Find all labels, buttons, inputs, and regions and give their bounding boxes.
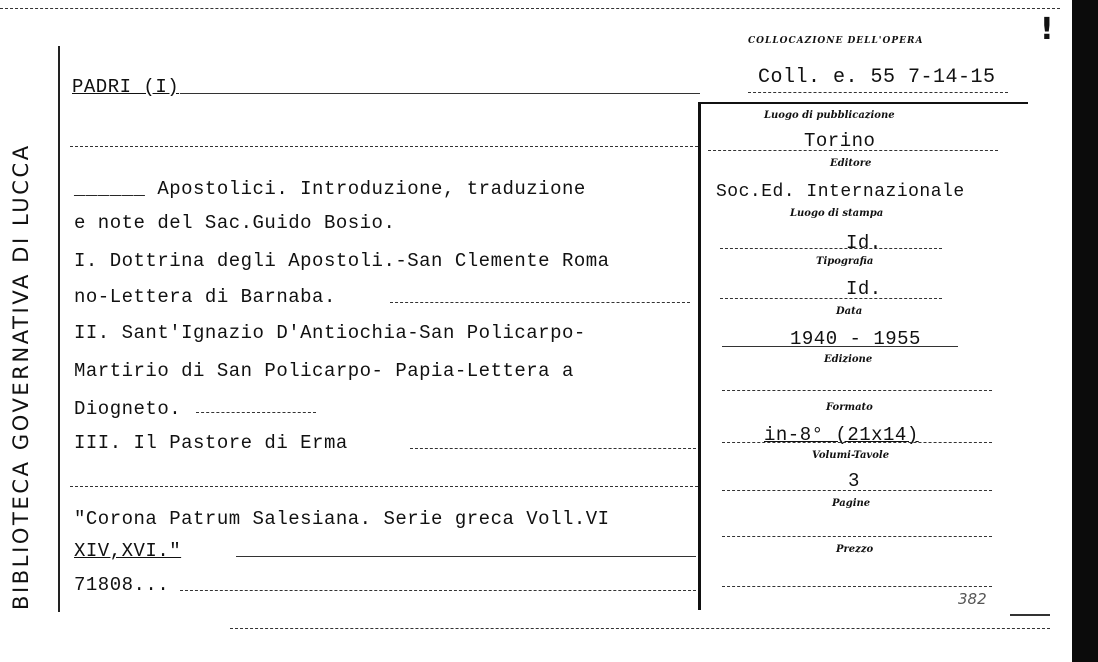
title-line-6: Martirio di San Policarpo- Papia-Lettera a (74, 360, 574, 382)
title-line-5: II. Sant'Ignazio D'Antiochia-San Policarpo- (74, 322, 586, 344)
title-line-4: no-Lettera di Barnaba. (74, 286, 336, 308)
collocation-label: COLLOCAZIONE DELL'OPERA (748, 36, 924, 46)
field-label-place: Luogo di pubblicazione (764, 110, 895, 121)
field-value-publisher: Soc.Ed. Internazionale (716, 182, 965, 202)
rule-price (722, 586, 992, 587)
field-value-place: Torino (804, 130, 876, 152)
library-stamp: BIBLIOTECA GOVERNATIVA DI LUCCA (9, 143, 33, 610)
rule-place (708, 150, 998, 151)
collocation-value: Coll. e. 55 7-14-15 (758, 66, 996, 89)
left-margin-line (58, 46, 60, 612)
collocation-rule (748, 92, 1008, 93)
field-value-volumes: 3 (848, 470, 860, 492)
rule-pages (722, 536, 992, 537)
bottom-mark: 382 (958, 590, 987, 608)
right-box-border-top (698, 102, 1028, 104)
field-value-date: 1940 - 1955 (790, 328, 921, 350)
author-heading: PADRI (I) (72, 76, 180, 98)
top-border (0, 8, 1060, 9)
rule-printer (720, 298, 942, 299)
field-value-print-place: Id. (846, 232, 882, 254)
inventory-number: 71808... (74, 574, 170, 596)
rule-print-place (720, 248, 942, 249)
title-line-1: ______ Apostolici. Introduzione, traduzione (74, 178, 586, 200)
rule-inventory (180, 590, 696, 591)
field-label-print-place: Luogo di stampa (790, 208, 884, 219)
title-line-7: Diogneto. (74, 398, 182, 420)
title-line-8: III. Il Pastore di Erma (74, 432, 348, 454)
field-label-volumes: Volumi-Tavole (812, 450, 890, 461)
bottom-rule (230, 628, 1050, 629)
rule-edition (722, 390, 992, 391)
field-label-price: Prezzo (836, 544, 874, 555)
rule-before-series (70, 486, 698, 487)
rule-date (722, 346, 958, 347)
title-line-3: I. Dottrina degli Apostoli.-San Clemente Roma (74, 250, 610, 272)
field-label-format: Formato (826, 402, 873, 413)
rule-series-2 (236, 556, 696, 557)
bottom-stroke (1010, 614, 1050, 616)
rule-volumes (722, 490, 992, 491)
field-label-date: Data (836, 306, 863, 317)
card-edge-shadow (1072, 0, 1098, 662)
corner-mark: ! (1040, 12, 1054, 47)
rule-title-7 (196, 412, 316, 413)
series-line-2: XIV,XVI." (74, 540, 182, 562)
field-label-pages: Pagine (832, 498, 871, 509)
field-value-format: in-8° (21x14) (764, 424, 919, 446)
right-box-border-left (698, 102, 701, 610)
field-label-edition: Edizione (824, 354, 873, 365)
rule-title-8 (410, 448, 696, 449)
rule-title-4 (390, 302, 690, 303)
rule-format (722, 442, 992, 443)
rule-blank (70, 146, 698, 147)
title-line-2: e note del Sac.Guido Bosio. (74, 212, 396, 234)
field-label-printer: Tipografia (816, 256, 874, 267)
author-rule (180, 93, 700, 94)
series-line-1: "Corona Patrum Salesiana. Serie greca Voll.VI (74, 508, 610, 530)
field-label-publisher: Editore (830, 158, 872, 169)
field-value-printer: Id. (846, 278, 882, 300)
